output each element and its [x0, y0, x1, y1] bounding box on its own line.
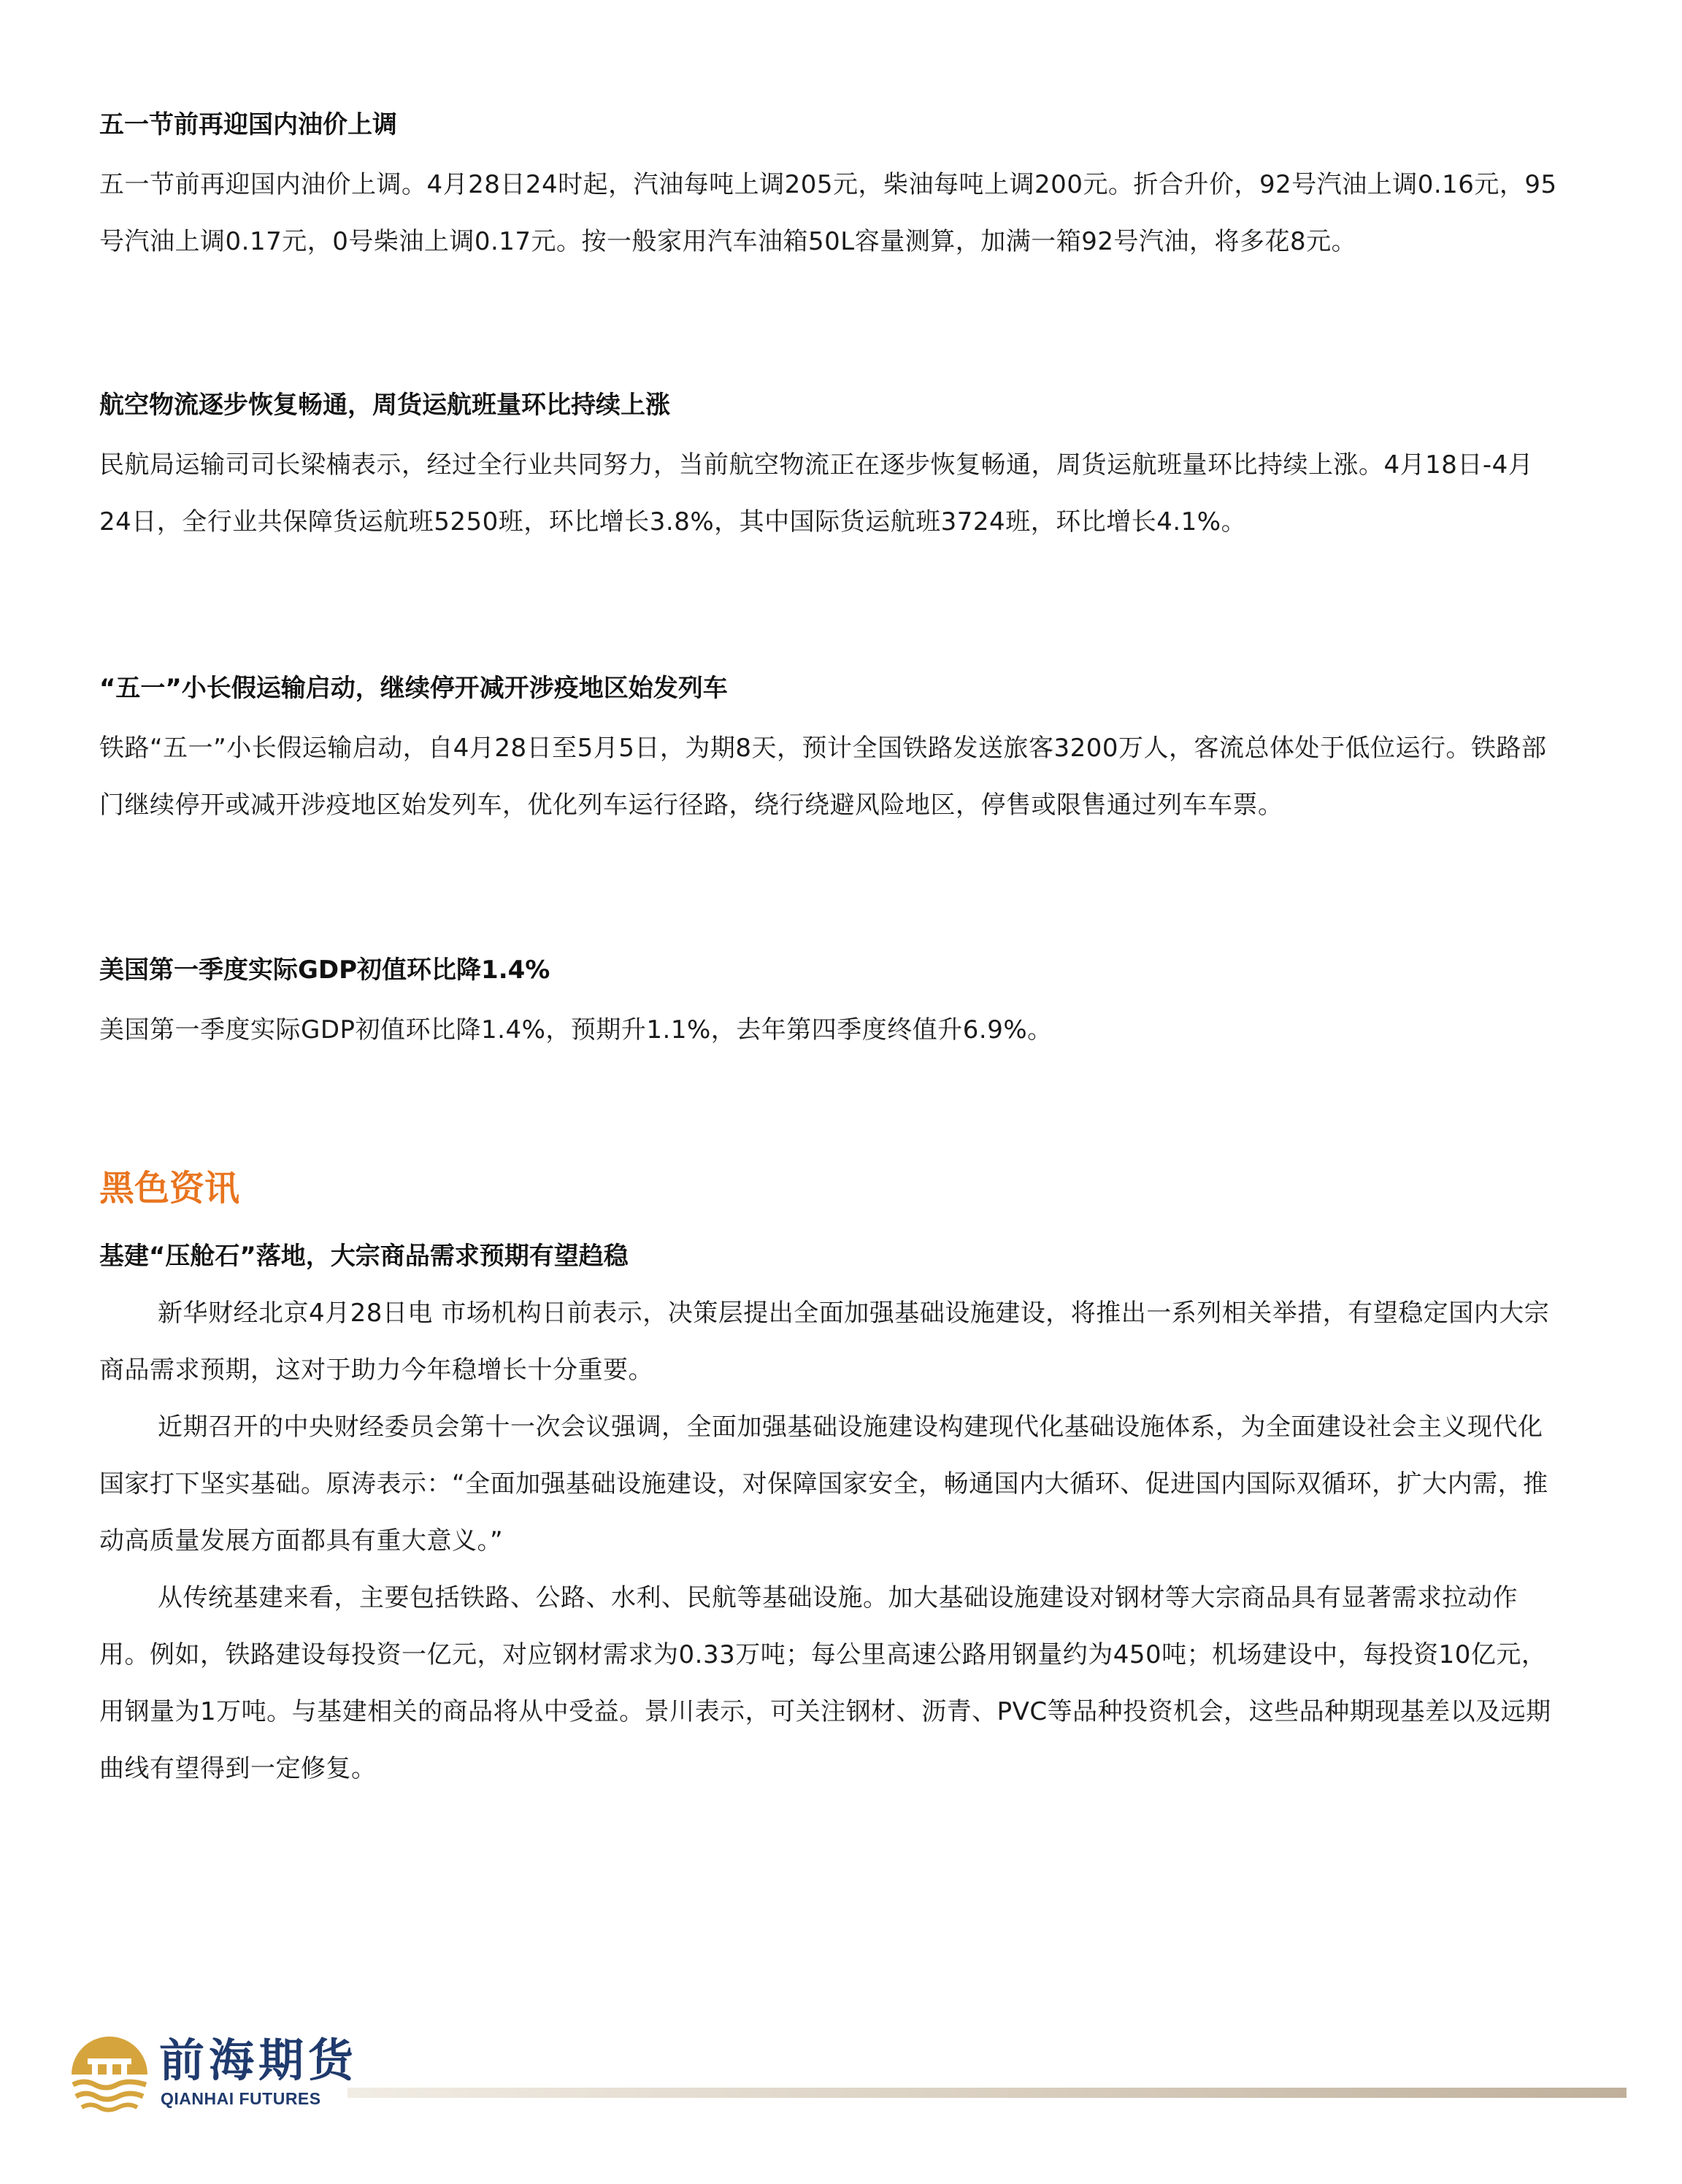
logo-chinese-text: 前海期货	[159, 2034, 358, 2087]
news-body-paragraph: 近期召开的中央财经委员会第十一次会议强调，全面加强基础设施建设构建现代化基础设施体系，为全面建设社会主义现代化国家打下坚实基础。原涛表示：“全面加强基础设施建设，对保障国家安全，畅通国内大循环、促进国内国际双循环，扩大内需，推动高质量发展方面都具有重大意义。”	[99, 1412, 1548, 1556]
news-item-oil-price	[99, 107, 1559, 270]
news-body: 美国第一季度实际GDP初值环比降1.4%，预期升1.1%，去年第四季度终值升6.9%。	[99, 1015, 1053, 1045]
news-item-air-logistics	[99, 387, 1559, 550]
news-body: 民航局运输司司长梁楠表示，经过全行业共同努力，当前航空物流正在逐步恢复畅通，周货运航班量环比持续上涨。4月18日-4月24日，全行业共保障货运航班5250班，环比增长3.8%，其中国际货运航班3724班，环比增长4.1%。	[99, 450, 1534, 537]
page-footer	[66, 2029, 1621, 2117]
news-item-railway	[99, 670, 1559, 834]
news-headline: 基建“压舱石”落地，大宗商品需求预期有望趋稳	[99, 1242, 629, 1271]
news-headline: 五一节前再迎国内油价上调	[99, 110, 397, 139]
section-title: 黑色资讯	[99, 1168, 240, 1209]
news-body: 铁路“五一”小长假运输启动，自4月28日至5月5日，为期8天，预计全国铁路发送旅客3200万人，客流总体处于低位运行。铁路部门继续停开或减开涉疫地区始发列车，优化列车运行径路，绕行绕避风险地区，停售或限售通过列车车票。	[99, 734, 1547, 820]
news-headline: 美国第一季度实际GDP初值环比降1.4%	[99, 956, 550, 985]
news-headline: “五一”小长假运输启动，继续停开减开涉疫地区始发列车	[99, 674, 728, 703]
news-item-us-gdp	[99, 952, 1053, 1058]
news-item-infrastructure	[99, 1238, 1559, 1797]
qianhai-logo-icon	[66, 2029, 153, 2117]
footer-divider-bar	[347, 2088, 1627, 2098]
news-body: 五一节前再迎国内油价上调。4月28日24时起，汽油每吨上调205元，柴油每吨上调200元。折合升价，92号汽油上调0.16元，95号汽油上调0.17元，0号柴油上调0.17元。按一般家用汽车油箱50L容量测算，加满一箱92号汽油，将多花8元。	[99, 170, 1557, 256]
news-body-paragraph: 从传统基建来看，主要包括铁路、公路、水利、民航等基础设施。加大基础设施建设对钢材等大宗商品具有显著需求拉动作用。例如，铁路建设每投资一亿元，对应钢材需求为0.33万吨；每公里高速公路用钢量约为450吨；机场建设中，每投资10亿元，用钢量为1万吨。与基建相关的商品将从中受益。景川表示，可关注钢材、沥青、PVC等品种投资机会，这些品种期现基差以及远期曲线有望得到一定修复。	[99, 1583, 1551, 1783]
news-headline: 航空物流逐步恢复畅通，周货运航班量环比持续上涨	[99, 391, 670, 420]
logo-english-text: QIANHAI FUTURES	[161, 2089, 321, 2108]
news-body-paragraph: 新华财经北京4月28日电 市场机构日前表示，决策层提出全面加强基础设施建设，将推出一系列相关举措，有望稳定国内大宗商品需求预期，这对于助力今年稳增长十分重要。	[99, 1299, 1550, 1385]
